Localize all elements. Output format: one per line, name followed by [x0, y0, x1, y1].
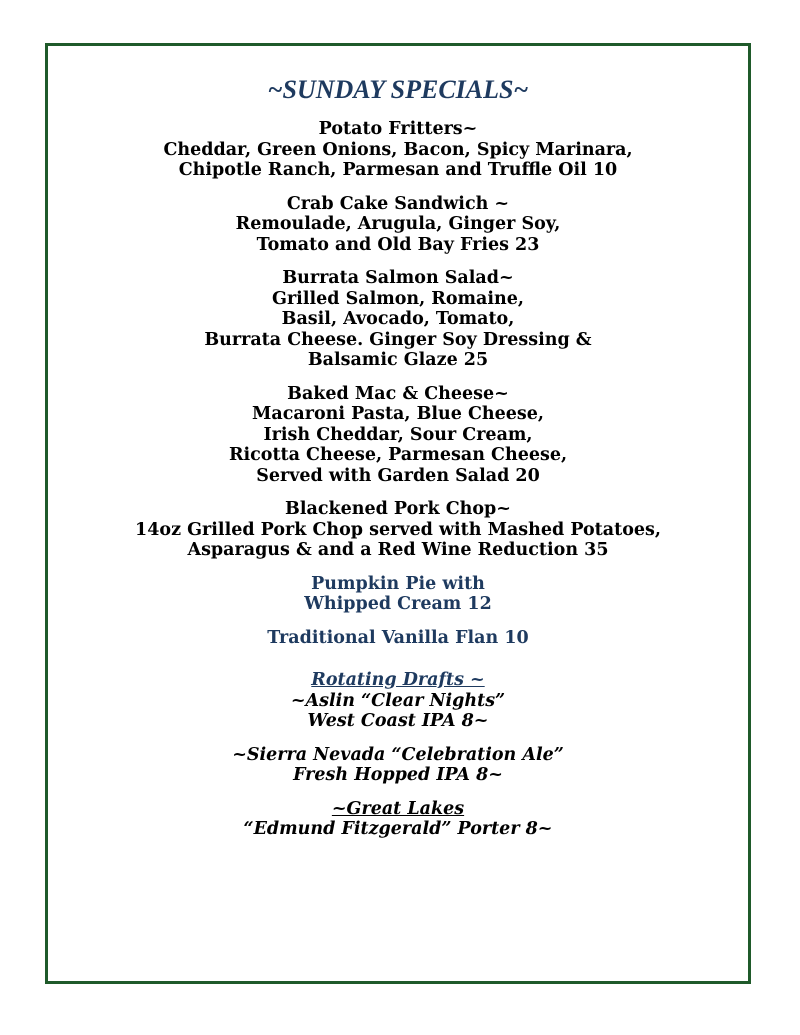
- menu-item-line: Burrata Cheese. Ginger Soy Dressing &: [204, 329, 592, 350]
- menu-item-line: Remoulade, Arugula, Ginger Soy,: [235, 214, 561, 234]
- menu-item-line: Baked Mac & Cheese~: [287, 383, 509, 404]
- menu-item-baked-mac-and-cheese: [48, 384, 748, 487]
- drafts-header-block: [48, 670, 748, 732]
- dessert-pumpkin-pie: [48, 574, 748, 615]
- menu-item-line: Balsamic Glaze 25: [307, 350, 489, 370]
- menu-item-line: Blackened Pork Chop~: [285, 499, 511, 519]
- menu-item-line: Basil, Avocado, Tomato,: [281, 309, 515, 329]
- dessert-line: Traditional Vanilla Flan 10: [267, 627, 529, 648]
- menu-item-line: Burrata Salmon Salad~: [282, 268, 514, 288]
- draft-line: West Coast IPA 8~: [307, 711, 489, 731]
- menu-item-blackened-pork-chop: [48, 499, 748, 561]
- menu-item-burrata-salmon-salad: [48, 268, 748, 371]
- draft-line: ~Aslin “Clear Nights”: [290, 690, 506, 711]
- draft-great-lakes: [48, 799, 748, 840]
- draft-line: ~Sierra Nevada “Celebration Ale”: [232, 744, 564, 765]
- draft-brewery-header: ~Great Lakes: [331, 798, 465, 819]
- menu-item-line: Crab Cake Sandwich ~: [286, 193, 510, 214]
- menu-title: ~SUNDAY SPECIALS~: [267, 75, 529, 104]
- draft-line: Fresh Hopped IPA 8~: [293, 765, 503, 785]
- rotating-drafts: [48, 670, 748, 840]
- menu-item-line: Grilled Salmon, Romaine,: [272, 288, 524, 309]
- menu-item-line: Macaroni Pasta, Blue Cheese,: [252, 404, 544, 424]
- draft-line: “Edmund Fitzgerald” Porter 8~: [243, 819, 553, 839]
- draft-sierra-nevada: [48, 745, 748, 786]
- menu-item-line: Potato Fritters~: [318, 119, 478, 139]
- drafts-header: Rotating Drafts ~: [311, 670, 485, 690]
- menu-item-line: Cheddar, Green Onions, Bacon, Spicy Marinara,: [163, 139, 633, 160]
- dessert-line: Whipped Cream 12: [304, 594, 492, 614]
- menu-item-potato-fritters: [48, 119, 748, 181]
- dessert-vanilla-flan: [48, 628, 748, 649]
- menu-item-line: Irish Cheddar, Sour Cream,: [263, 424, 533, 445]
- menu-item-line: 14oz Grilled Pork Chop served with Mashed Potatoes,: [135, 519, 661, 540]
- menu-item-crab-cake-sandwich: [48, 194, 748, 256]
- menu-content: [48, 46, 748, 840]
- menu-item-line: Tomato and Old Bay Fries 23: [256, 234, 540, 255]
- dessert-line: Pumpkin Pie with: [311, 573, 485, 594]
- menu-item-line: Served with Garden Salad 20: [256, 465, 540, 486]
- menu-item-line: Asparagus & and a Red Wine Reduction 35: [187, 540, 609, 560]
- menu-item-line: Chipotle Ranch, Parmesan and Truffle Oil 10: [178, 160, 618, 180]
- menu-item-line: Ricotta Cheese, Parmesan Cheese,: [228, 445, 568, 465]
